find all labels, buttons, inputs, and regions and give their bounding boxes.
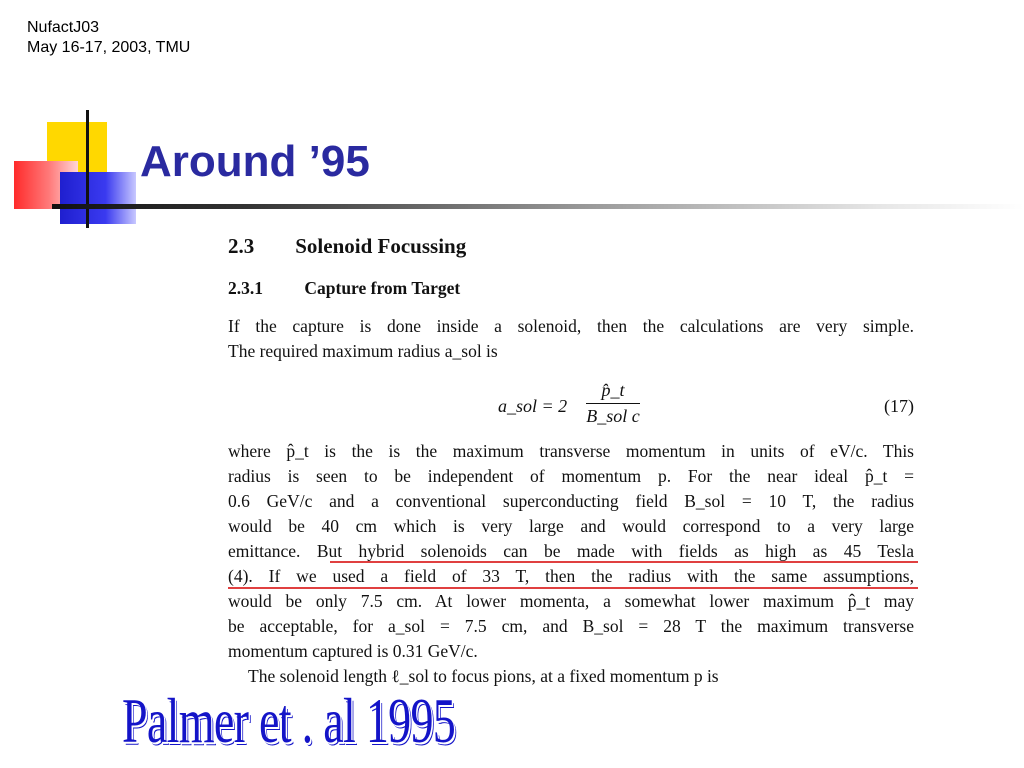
conference-date: May 16-17, 2003, TMU [27,39,191,56]
equation-denominator: B_sol c [586,406,640,426]
paper-line: The required maximum radius a_sol is [228,341,498,361]
paper-line: would be 40 cm which is very large and would correspond to a very large [228,516,914,536]
subsection-heading [228,278,460,299]
paper-line: 0.6 GeV/c and a conventional superconducting field B_sol = 10 T, the radius [228,491,914,511]
paper-line: emittance. But hybrid solenoids can be made with fields as high as 45 Tesla [228,541,914,561]
vertical-rule [86,110,89,228]
paper-line: If the capture is done inside a solenoid, then the calculations are very simple. [228,316,914,336]
paper-line: radius is seen to be independent of momentum p. For the near ideal p̂_t = [228,466,914,486]
paper-line: The solenoid length ℓ_sol to focus pions, at a fixed momentum p is [248,666,719,686]
citation-signature: Palmer et . al 1995 [122,685,456,756]
red-underline [330,561,918,563]
conference-name: NufactJ03 [27,19,100,36]
equation-fraction [586,380,640,427]
fraction-bar [586,403,640,404]
section-heading [228,234,466,259]
section-number: 2.3 [228,234,255,258]
paper-line: would be only 7.5 cm. At lower momenta, a somewhat lower maximum p̂_t may [228,591,914,611]
paper-line: (4). If we used a field of 33 T, then the radius with the same assumptions, [228,566,914,586]
paper-line: where p̂_t is the is the maximum transverse momentum in units of eV/c. This [228,441,914,461]
equation-17 [498,380,918,440]
subsection-number: 2.3.1 [228,278,263,298]
equation-numerator: p̂_t [601,380,625,400]
title-underline-rule [52,204,1024,209]
equation-number: (17) [884,396,914,416]
paper-line: momentum captured is 0.31 GeV/c. [228,641,478,661]
slide-title: Around ’95 [140,137,370,186]
paper-line: be acceptable, for a_sol = 7.5 cm, and B_sol = 28 T the maximum transverse [228,616,914,636]
slide-header [27,18,190,58]
section-title: Solenoid Focussing [295,234,467,258]
blue-square-decoration [60,172,136,224]
equation-lhs: a_sol = 2 [498,396,568,416]
subsection-title: Capture from Target [304,278,461,298]
